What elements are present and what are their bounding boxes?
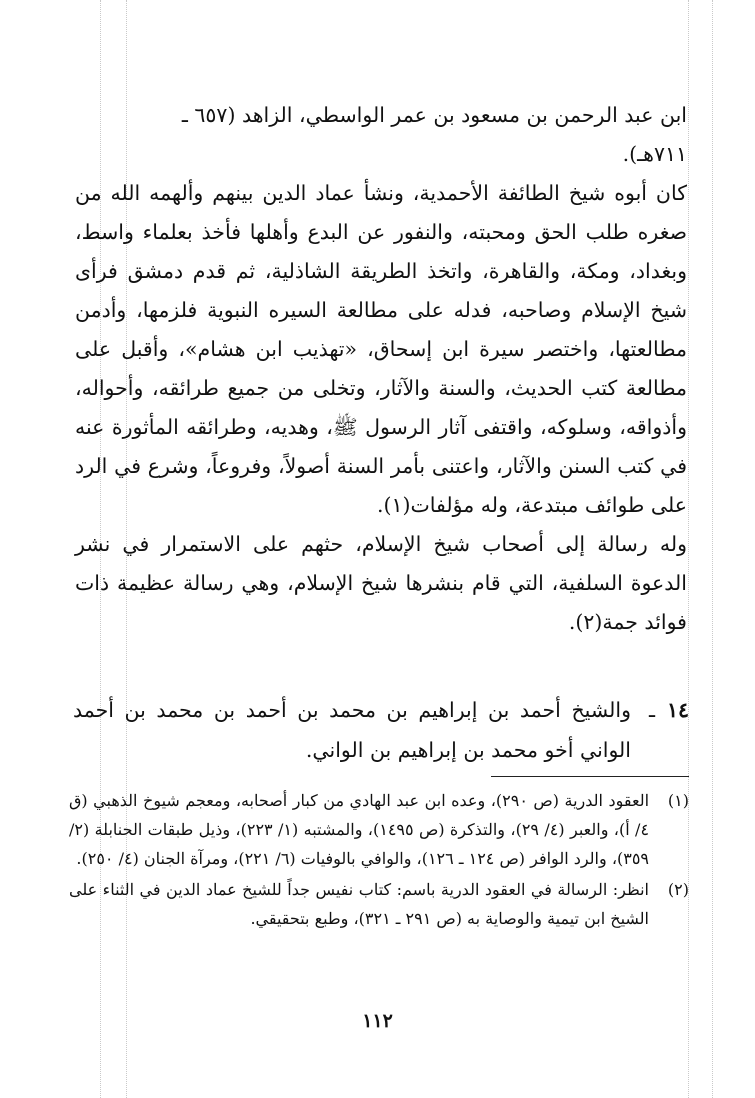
entry-number: ١٤ [666, 698, 689, 722]
entry-dash: ـ [648, 698, 655, 722]
footnote-separator [491, 776, 689, 777]
entry-text: والشيخ أحمد بن إبراهيم بن محمد بن أحمد بن محمد بن أحمد الواني أخو محمد بن إبراهيم بن الواني. [73, 698, 631, 762]
paragraph-biography: كان أبوه شيخ الطائفة الأحمدية، ونشأ عماد الدين بينهم وألهمه الله من صغره طلب الحق ومحبته، والنفور عن البدع وأهلها فأخذ بعلماء واسط، وبغداد، ومكة، والقاهرة، واتخذ الطريقة الشاذلية، ثم قدم دمشق فرأى شيخ الإسلام وصاحبه، فدله على مطالعة السيره النبوية فلزمها، وأدمن مطالعتها، واختصر سيرة ابن إسحاق، «تهذيب ابن هشام»، وأقبل على مطالعة كتب الحديث، والسنة والآثار، وتخلى من جميع طرائقه، وأحواله، وأذواقه، وسلوكه، واقتفى آثار الرسول ﷺ، وهديه، وطرائقه المأثورة عنه في كتب السنن والآثار، واعتنى بأمر السنة أصولاً، وفروعاً، وشرع في الرد على طوائف مبتدعة، وله مؤلفات(١). [75, 181, 687, 517]
text-line-1: ابن عبد الرحمن بن مسعود بن عمر الواسطي، الزاهد (٦٥٧ ـ [181, 103, 687, 127]
scan-guide-line [712, 0, 713, 1098]
footnotes [69, 786, 689, 935]
footnote-2 [69, 875, 689, 933]
footnote-mark: (١) [667, 791, 689, 810]
text-line-2: ٧١١هـ). [622, 142, 687, 166]
footnote-text: العقود الدرية (ص ٢٩٠)، وعده ابن عبد الهادي من كبار أصحابه، ومعجم شيوخ الذهبي (ق ٤/ أ)، والعبر (٤/ ٢٩)، والتذكرة (ص ١٤٩٥)، والمشتبه (١/ ٢٢٣)، وذيل طبقات الحنابلة (٢/ ٣٥٩)، والرد الوافر (ص ١٢٤ ـ ١٢٦)، والوافي بالوفيات (٦/ ٢٢١)، ومرآة الجنان (٤/ ٢٥٠). [69, 791, 650, 868]
numbered-entry [73, 690, 689, 770]
footnote-mark: (٢) [667, 880, 689, 899]
footnote-1 [69, 786, 689, 873]
main-text [75, 96, 687, 642]
paragraph-letter: وله رسالة إلى أصحاب شيخ الإسلام، حثهم على الاستمرار في نشر الدعوة السلفية، التي قام بنشرها شيخ الإسلام، وهي رسالة عظيمة ذات فوائد جمة(٢). [75, 532, 687, 634]
page-number: ١١٢ [362, 1010, 393, 1032]
footnote-text: انظر: الرسالة في العقود الدرية باسم: كتاب نفيس جداً للشيخ عماد الدين في الثناء على الشيخ ابن تيمية والوصاية به (ص ٢٩١ ـ ٣٢١)، وطبع بتحقيقي. [69, 880, 650, 928]
